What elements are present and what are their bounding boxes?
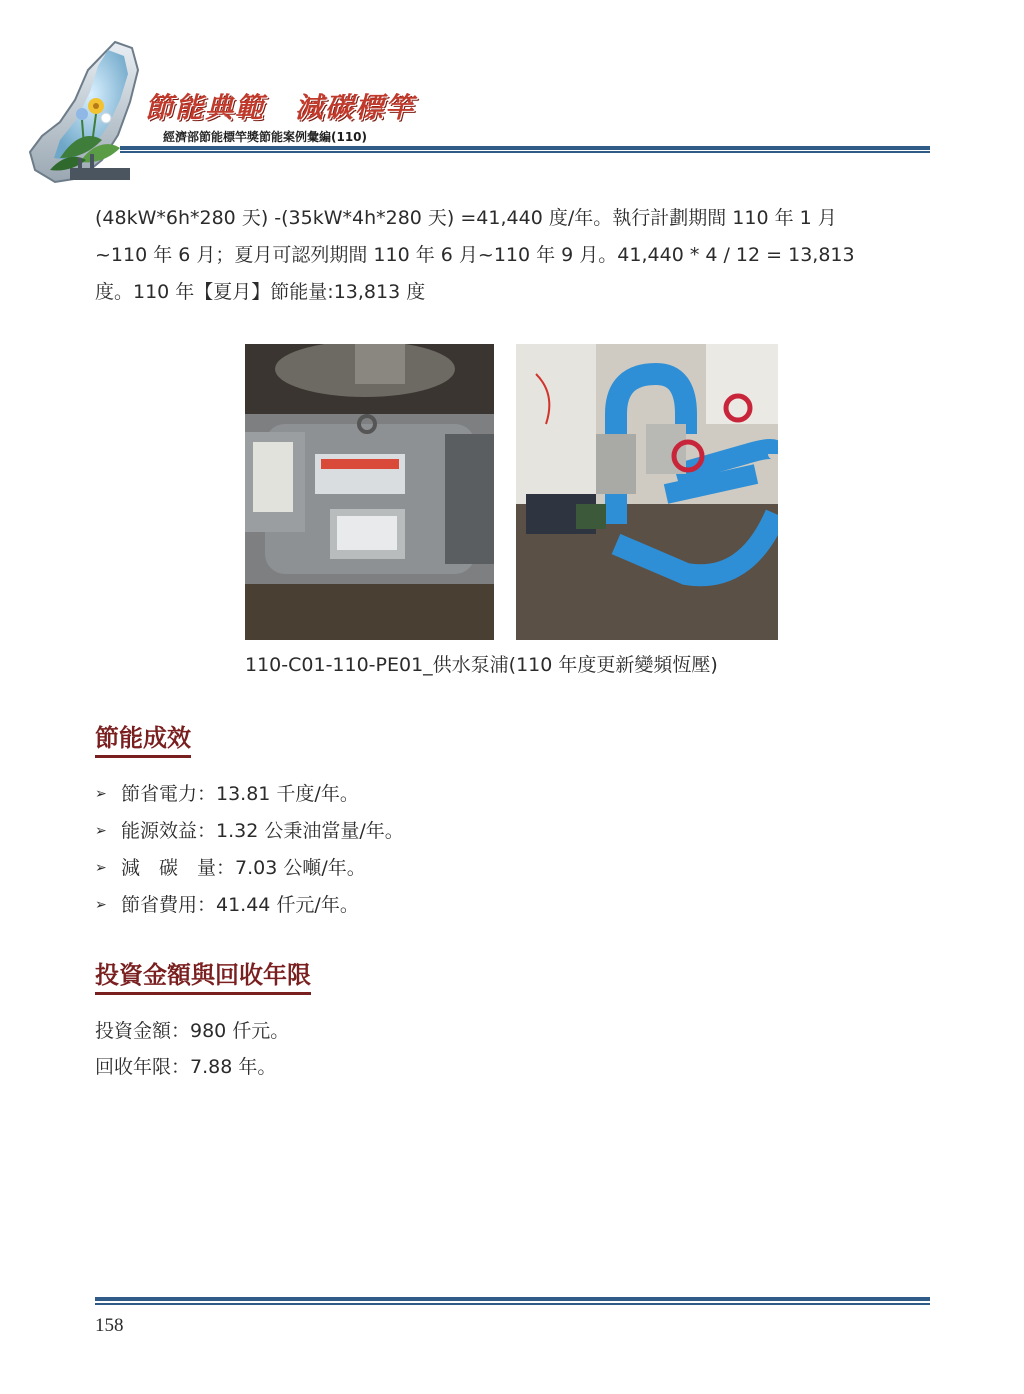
energy-saving-heading <box>95 718 191 758</box>
list-item-text: 節省電力：13.81 千度/年。 <box>121 782 359 805</box>
payback-period: 回收年限：7.88 年。 <box>95 1056 277 1078</box>
footer-divider-thin <box>95 1303 930 1305</box>
arrow-bullet-icon: ➢ <box>95 785 107 802</box>
energy-saving-heading-text: 節能成效 <box>95 724 191 752</box>
header-divider <box>120 146 930 150</box>
investment-heading <box>95 955 311 995</box>
motor-photo <box>245 344 494 640</box>
arrow-bullet-icon: ➢ <box>95 822 107 839</box>
footer-divider <box>95 1297 930 1301</box>
heading-underline <box>95 755 191 758</box>
page-number: 158 <box>95 1315 124 1336</box>
heading-underline <box>95 992 311 995</box>
list-item-text: 能源效益：1.32 公秉油當量/年。 <box>121 819 404 842</box>
pipes-photo <box>516 344 778 640</box>
brand-subtitle: 經濟部節能標竿獎節能案例彙編(110) <box>163 130 368 144</box>
energy-saving-list <box>95 775 695 923</box>
arrow-bullet-icon: ➢ <box>95 896 107 913</box>
paragraph-line: 度。110 年【夏月】節能量:13,813 度 <box>95 281 426 303</box>
paragraph-line: ~110 年 6 月；夏月可認列期間 110 年 6 月~110 年 9 月。41,440 * 4 / 12 = 13,813 <box>95 244 855 266</box>
brand-title: 節能典範 減碳標竿 <box>145 91 416 124</box>
figure-caption: 110-C01-110-PE01_供水泵浦(110 年度更新變頻恆壓) <box>245 654 718 676</box>
header-divider-thin <box>120 151 930 153</box>
pipes-illustration <box>516 344 778 640</box>
list-item-text: 減 碳 量：7.03 公噸/年。 <box>121 856 366 879</box>
calculation-paragraph <box>95 200 931 311</box>
investment-heading-text: 投資金額與回收年限 <box>95 961 311 989</box>
list-item <box>95 812 695 849</box>
arrow-bullet-icon: ➢ <box>95 859 107 876</box>
motor-illustration <box>245 344 494 640</box>
taiwan-logo-icon <box>20 40 160 185</box>
investment-details <box>95 1013 289 1085</box>
paragraph-line: (48kW*6h*280 天) -(35kW*4h*280 天) =41,440 度/年。執行計劃期間 110 年 1 月 <box>95 207 837 229</box>
list-item <box>95 849 695 886</box>
investment-amount: 投資金額：980 仟元。 <box>95 1020 290 1042</box>
list-item-text: 節省費用：41.44 仟元/年。 <box>121 893 359 916</box>
list-item <box>95 775 695 812</box>
page-header <box>0 0 1024 190</box>
list-item <box>95 886 695 923</box>
